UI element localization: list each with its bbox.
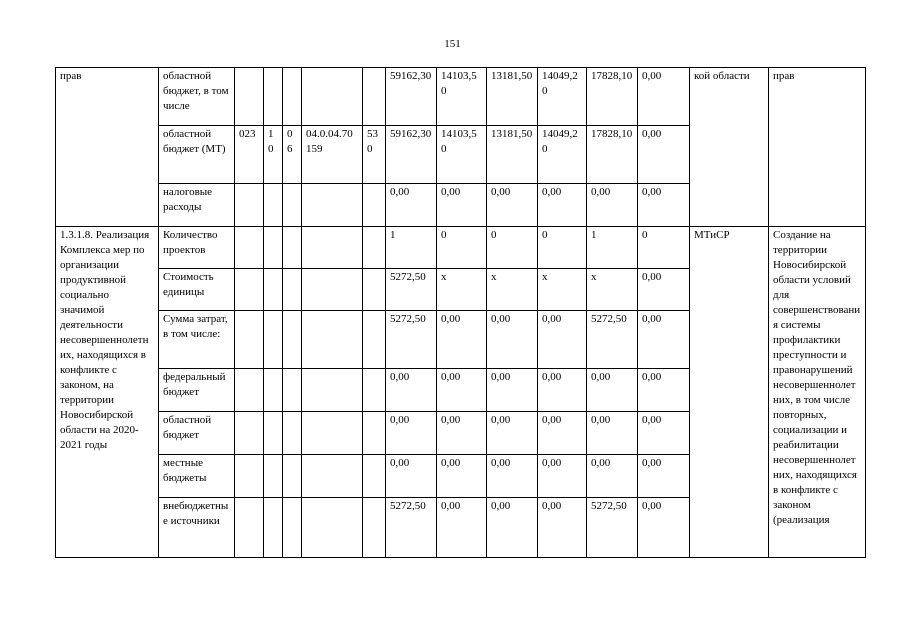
vr-cell: 530 bbox=[363, 126, 386, 184]
rz-cell bbox=[264, 184, 283, 227]
pr-cell bbox=[283, 498, 302, 558]
year-value-cell: 0,00 bbox=[587, 369, 638, 412]
year-value-cell: x bbox=[487, 269, 538, 311]
year-value-cell: 1 bbox=[587, 227, 638, 269]
funding-source-cell: Количество проектов bbox=[159, 227, 235, 269]
total-cell: 5272,50 bbox=[386, 269, 437, 311]
grbs-cell bbox=[235, 455, 264, 498]
grbs-cell bbox=[235, 68, 264, 126]
page-number: 151 bbox=[444, 38, 461, 50]
expected-result-cell: прав bbox=[769, 68, 866, 227]
total-cell: 5272,50 bbox=[386, 498, 437, 558]
funding-source-cell: Сумма затрат, в том числе: bbox=[159, 311, 235, 369]
vr-cell bbox=[363, 369, 386, 412]
year-value-cell: 0,00 bbox=[638, 498, 690, 558]
vr-cell bbox=[363, 227, 386, 269]
vr-cell bbox=[363, 311, 386, 369]
program-activities-table bbox=[55, 67, 866, 558]
total-cell: 59162,30 bbox=[386, 126, 437, 184]
rz-cell bbox=[264, 455, 283, 498]
rz-cell bbox=[264, 269, 283, 311]
csr-cell: 04.0.04.70159 bbox=[302, 126, 363, 184]
year-value-cell: 0,00 bbox=[638, 126, 690, 184]
year-value-cell: 0,00 bbox=[638, 184, 690, 227]
year-value-cell: 0,00 bbox=[538, 498, 587, 558]
year-value-cell: 0,00 bbox=[487, 369, 538, 412]
pr-cell bbox=[283, 311, 302, 369]
year-value-cell: 0,00 bbox=[587, 184, 638, 227]
csr-cell bbox=[302, 498, 363, 558]
executor-cell: кой области bbox=[690, 68, 769, 227]
funding-source-cell: областной бюджет bbox=[159, 412, 235, 455]
csr-cell bbox=[302, 455, 363, 498]
year-value-cell: 0,00 bbox=[487, 498, 538, 558]
vr-cell bbox=[363, 455, 386, 498]
year-value-cell: 0,00 bbox=[437, 412, 487, 455]
year-value-cell: 17828,10 bbox=[587, 126, 638, 184]
year-value-cell: 0,00 bbox=[487, 311, 538, 369]
year-value-cell: 0,00 bbox=[437, 498, 487, 558]
expected-result-cell: Создание на территории Новосибирской области условий для совершенствования системы профилактики преступности и правонарушений несовершеннолетних, в том числе повторных, социализации и реабилитации несовершеннолетних, находящихся в конфликте с законом (реализация bbox=[769, 227, 866, 558]
csr-cell bbox=[302, 68, 363, 126]
total-cell: 5272,50 bbox=[386, 311, 437, 369]
grbs-cell bbox=[235, 412, 264, 455]
funding-source-cell: местные бюджеты bbox=[159, 455, 235, 498]
year-value-cell: 0,00 bbox=[437, 455, 487, 498]
csr-cell bbox=[302, 227, 363, 269]
grbs-cell bbox=[235, 498, 264, 558]
csr-cell bbox=[302, 269, 363, 311]
year-value-cell: 14049,20 bbox=[538, 68, 587, 126]
total-cell: 0,00 bbox=[386, 455, 437, 498]
table-row bbox=[56, 68, 866, 126]
rz-cell: 10 bbox=[264, 126, 283, 184]
year-value-cell: 0 bbox=[487, 227, 538, 269]
year-value-cell: 0,00 bbox=[638, 269, 690, 311]
vr-cell bbox=[363, 184, 386, 227]
pr-cell bbox=[283, 184, 302, 227]
grbs-cell bbox=[235, 269, 264, 311]
pr-cell bbox=[283, 369, 302, 412]
year-value-cell: x bbox=[437, 269, 487, 311]
vr-cell bbox=[363, 412, 386, 455]
year-value-cell: 0,00 bbox=[437, 369, 487, 412]
pr-cell bbox=[283, 227, 302, 269]
funding-source-cell: федеральный бюджет bbox=[159, 369, 235, 412]
csr-cell bbox=[302, 311, 363, 369]
year-value-cell: 14103,50 bbox=[437, 126, 487, 184]
year-value-cell: x bbox=[538, 269, 587, 311]
year-value-cell: 0,00 bbox=[538, 412, 587, 455]
grbs-cell bbox=[235, 227, 264, 269]
year-value-cell: 0,00 bbox=[437, 184, 487, 227]
funding-source-cell: налоговые расходы bbox=[159, 184, 235, 227]
year-value-cell: 14103,50 bbox=[437, 68, 487, 126]
total-cell: 1 bbox=[386, 227, 437, 269]
funding-source-cell: Стоимость единицы bbox=[159, 269, 235, 311]
year-value-cell: 0 bbox=[638, 227, 690, 269]
grbs-cell bbox=[235, 184, 264, 227]
year-value-cell: 0,00 bbox=[437, 311, 487, 369]
rz-cell bbox=[264, 369, 283, 412]
vr-cell bbox=[363, 498, 386, 558]
year-value-cell: 0,00 bbox=[638, 311, 690, 369]
activity-name-cell: 1.3.1.8. Реализация Комплекса мер по организации продуктивной социально значимой деятельности несовершеннолетних, находящихся в конфликте с законом, на территории Новосибирской области на 2020-2021 годы bbox=[56, 227, 159, 558]
year-value-cell: 0,00 bbox=[638, 369, 690, 412]
rz-cell bbox=[264, 311, 283, 369]
year-value-cell: 13181,50 bbox=[487, 68, 538, 126]
rz-cell bbox=[264, 412, 283, 455]
year-value-cell: 5272,50 bbox=[587, 498, 638, 558]
table-row bbox=[56, 227, 866, 269]
pr-cell bbox=[283, 68, 302, 126]
year-value-cell: 0,00 bbox=[487, 412, 538, 455]
pr-cell bbox=[283, 269, 302, 311]
year-value-cell: 0,00 bbox=[638, 68, 690, 126]
year-value-cell: 0,00 bbox=[487, 184, 538, 227]
pr-cell bbox=[283, 455, 302, 498]
executor-cell: МТиСР bbox=[690, 227, 769, 558]
funding-source-cell: областной бюджет, в том числе bbox=[159, 68, 235, 126]
funding-source-cell: внебюджетные источники bbox=[159, 498, 235, 558]
rz-cell bbox=[264, 498, 283, 558]
grbs-cell: 023 bbox=[235, 126, 264, 184]
activity-name-cell: прав bbox=[56, 68, 159, 227]
year-value-cell: 0,00 bbox=[538, 369, 587, 412]
csr-cell bbox=[302, 369, 363, 412]
vr-cell bbox=[363, 269, 386, 311]
year-value-cell: 0,00 bbox=[538, 184, 587, 227]
year-value-cell: 13181,50 bbox=[487, 126, 538, 184]
year-value-cell: 0,00 bbox=[538, 455, 587, 498]
grbs-cell bbox=[235, 311, 264, 369]
pr-cell bbox=[283, 412, 302, 455]
year-value-cell: 0,00 bbox=[538, 311, 587, 369]
year-value-cell: 0 bbox=[437, 227, 487, 269]
grbs-cell bbox=[235, 369, 264, 412]
total-cell: 0,00 bbox=[386, 184, 437, 227]
funding-source-cell: областной бюджет (МТ) bbox=[159, 126, 235, 184]
csr-cell bbox=[302, 412, 363, 455]
year-value-cell: 0,00 bbox=[487, 455, 538, 498]
year-value-cell: 0,00 bbox=[638, 455, 690, 498]
vr-cell bbox=[363, 68, 386, 126]
year-value-cell: 0,00 bbox=[587, 412, 638, 455]
year-value-cell: 0,00 bbox=[587, 455, 638, 498]
year-value-cell: 0 bbox=[538, 227, 587, 269]
csr-cell bbox=[302, 184, 363, 227]
year-value-cell: x bbox=[587, 269, 638, 311]
year-value-cell: 14049,20 bbox=[538, 126, 587, 184]
year-value-cell: 17828,10 bbox=[587, 68, 638, 126]
pr-cell: 06 bbox=[283, 126, 302, 184]
year-value-cell: 5272,50 bbox=[587, 311, 638, 369]
total-cell: 59162,30 bbox=[386, 68, 437, 126]
rz-cell bbox=[264, 68, 283, 126]
rz-cell bbox=[264, 227, 283, 269]
year-value-cell: 0,00 bbox=[638, 412, 690, 455]
total-cell: 0,00 bbox=[386, 412, 437, 455]
total-cell: 0,00 bbox=[386, 369, 437, 412]
